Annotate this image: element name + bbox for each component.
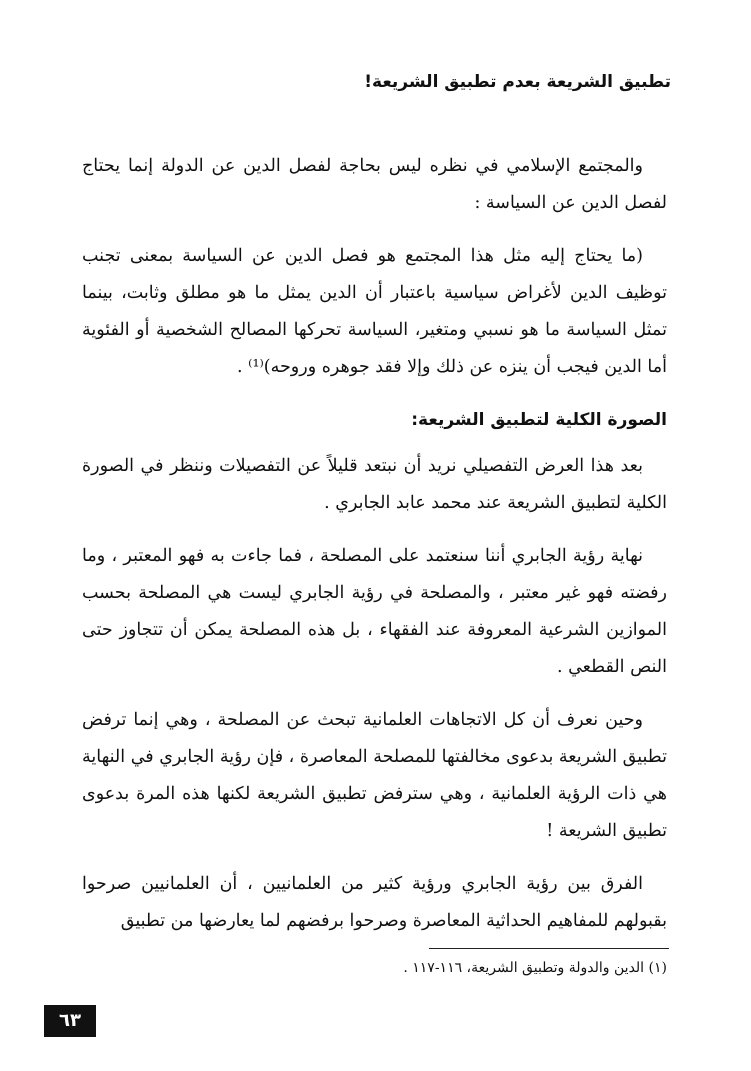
paragraph-2-quote: (ما يحتاج إليه مثل هذا المجتمع هو فصل الدين عن السياسة بمعنى تجنب توظيف الدين لأغراض سياسية باعتبار أن الدين يمثل ما هو مطلق وثابت، بينما تمثل السياسة ما هو نسبي ومتغير، السياسة تحركها المصالح الشخصية أو الفئوية أما الدين فيجب أن ينزه عن ذلك وإلا فقد جوهره وروحه)⁽¹⁾ . xyxy=(82,246,667,377)
paragraph-1: والمجتمع الإسلامي في نظره ليس بحاجة لفصل الدين عن الدولة إنما يحتاج لفصل الدين عن السياسة : xyxy=(82,156,667,213)
page-number-badge: ٦٣ xyxy=(44,1005,96,1037)
body-text xyxy=(82,148,667,956)
paragraph-3: بعد هذا العرض التفصيلي نريد أن نبتعد قليلاً عن التفصيلات وننظر في الصورة الكلية لتطبيق الشريعة عند محمد عابد الجابري . xyxy=(82,456,667,513)
footnote: (١) الدين والدولة وتطبيق الشريعة، ١١٦-١١٧ . xyxy=(403,960,667,976)
paragraph-4: نهاية رؤية الجابري أننا سنعتمد على المصلحة ، فما جاءت به فهو المعتبر ، وما رفضته فهو غير معتبر ، والمصلحة في رؤية الجابري ليست هي المصلحة بحسب الموازين الشرعية المعروفة عند الفقهاء ، بل هذه المصلحة يمكن أن تتجاوز حتى النص القطعي . xyxy=(82,546,667,677)
paragraph-5: وحين نعرف أن كل الاتجاهات العلمانية تبحث عن المصلحة ، وهي إنما ترفض تطبيق الشريعة بدعوى مخالفتها للمصلحة المعاصرة ، فإن رؤية الجابري في النهاية هي ذات الرؤية العلمانية ، وهي سترفض تطبيق الشريعة لكنها هذه المرة بدعوى تطبيق الشريعة ! xyxy=(82,710,667,841)
section-heading: الصورة الكلية لتطبيق الشريعة: xyxy=(411,410,667,430)
paragraph-6: الفرق بين رؤية الجابري ورؤية كثير من العلمانيين ، أن العلمانيين صرحوا بقبولهم للمفاهيم الحداثية المعاصرة وصرحوا برفضهم لما يعارضها من تطبيق xyxy=(82,874,667,931)
running-header-title: تطبيق الشريعة بعدم تطبيق الشريعة! xyxy=(364,72,671,92)
footnote-divider xyxy=(429,948,669,949)
